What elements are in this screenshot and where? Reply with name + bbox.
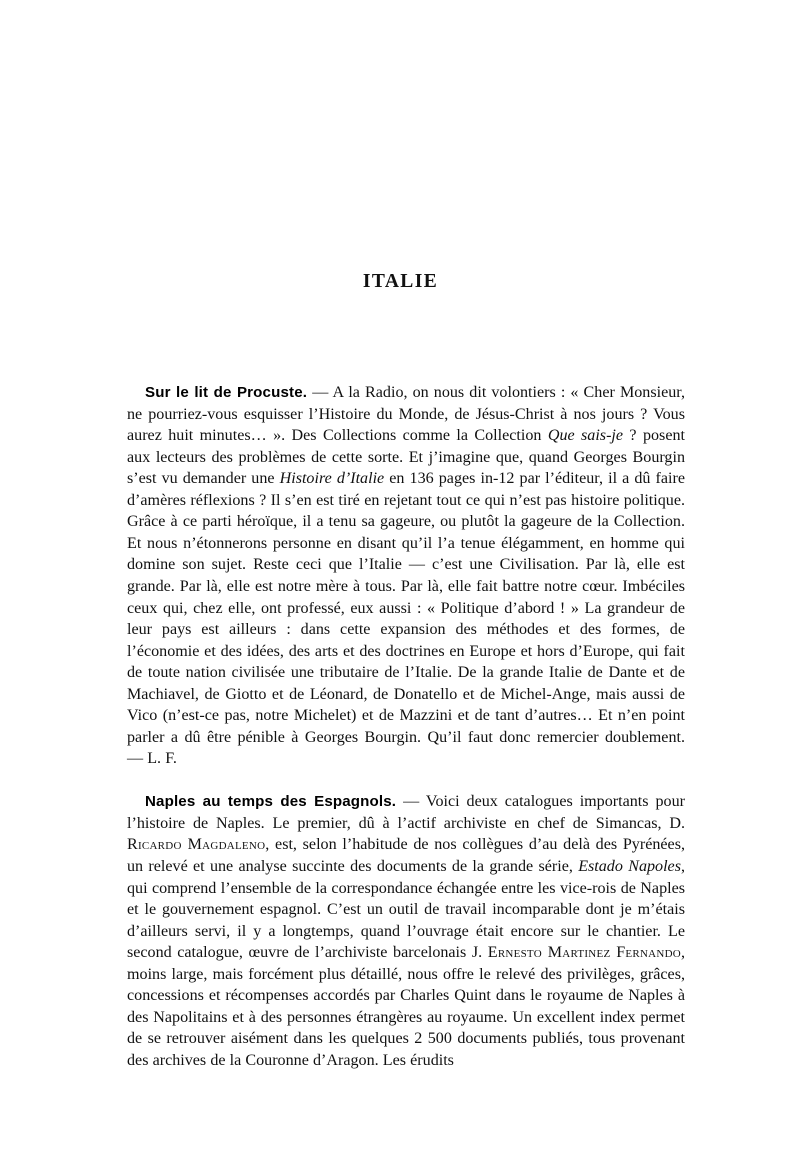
page-title: ITALIE xyxy=(362,271,439,293)
note-text-segment: A la Radio, on nous dit volontiers : « Cher Monsieur, ne pourriez-vous esquisser l’Histoire du Monde, de Jésus-Christ à nos jours ? Vous aurez huit minutes… ». Des Collections comme la Collection xyxy=(127,384,686,445)
note-text-segment: , moins large, mais forcément plus détaillé, nous offre le relevé des privilèges, grâces, concessions et récompenses accordés par Charles Quint dans le royaume de Naples à des Napolitains et à des personnes étrangères au royaume. Un excellent index permet de se retrouver aisément dans les quelques 2 500 documents publiés, tous provenant des archives de la Couronne d’Aragon. Les érudits xyxy=(127,944,685,1069)
note-text-segment: Voici deux catalogues importants pour l’histoire de Naples. Le premier, dû à l’actif archiviste en chef de Simancas, D. xyxy=(127,793,685,832)
note-text-segment: en 136 pages in-12 par l’éditeur, il a dû faire d’amères réflexions ? Il s’en est tiré en rejetant tout ce qui n’est pas histoire politique. Grâce à ce parti héroïque, il a tenu sa gageure, ou plutôt la gageure de la Collection. Et nous n’étonnerons personne en disant qu’il l’a tenue élégamment, en homme qui domine son sujet. Reste ceci que l’Italie — c’est une Civilisation. Par là, elle est grande. Par là, elle est notre mère à tous. Par là, elle fait battre notre cœur. Imbéciles ceux qui, chez elle, ont professé, eux aussi : « Politique d’abord ! » La grandeur de leur pays est ailleurs : dans cette expansion des méthodes et des formes, de l’économie et des idées, des arts et des doctrines en Europe et hors d’Europe, qui fait de toute nation civilisée une tributaire de l’Italie. De la grande Italie de Dante et de Machiavel, de Giotto et de Léonard, de Donatello et de Michel-Ange, mais aussi de Vico (n’est-ce pas, notre Michelet) et de Mazzini et de tant d’autres… Et n’en point parler a dû être pénible à Georges Bourgin. Qu’il faut donc remercier doublement. xyxy=(127,470,686,746)
italic-title-histoire-d-italie: Histoire d’Italie xyxy=(279,470,385,488)
note-heading: Naples au temps des Espagnols. xyxy=(145,793,397,811)
italic-title-que-sais-je: Que sais-je xyxy=(547,427,624,445)
note-sur-le-lit-de-procuste xyxy=(127,382,685,770)
small-caps-name-ricardo-magdaleno: Ricardo Magdaleno xyxy=(127,836,266,854)
note-text-segment: ? posent aux lecteurs des problèmes de cette sorte. Et j’imagine que, quand Georges Bourgin s’est vu demander une xyxy=(127,427,685,488)
small-caps-name-ernesto-martinez-fernando: Ernesto Martinez Fernando xyxy=(487,944,681,962)
em-dash-separator: — xyxy=(307,384,333,402)
note-naples-au-temps-des-espagnols xyxy=(127,791,685,1071)
italic-title-estado-napoles: Estado Napoles xyxy=(578,857,681,875)
note-heading: Sur le lit de Procuste. xyxy=(145,384,308,402)
em-dash-separator: — xyxy=(396,793,426,811)
note-text-segment: , qui comprend l’ensemble de la correspondance échangée entre les vice-rois de Naples et le gouvernement espagnol. C’est un outil de travail incomparable dont je m’étais d’ailleurs servi, il y a longtemps, quand l’ouvrage était encore sur le chantier. Le second catalogue, œuvre de l’archiviste barcelonais J. xyxy=(127,857,685,962)
note-text-segment: , est, selon l’habitude de nos collègues d’au delà des Pyrénées, un relevé et une analyse succinte des documents de la grande série, xyxy=(127,836,685,875)
document-body xyxy=(127,366,685,1088)
note-signature: — L. F. xyxy=(127,750,177,768)
